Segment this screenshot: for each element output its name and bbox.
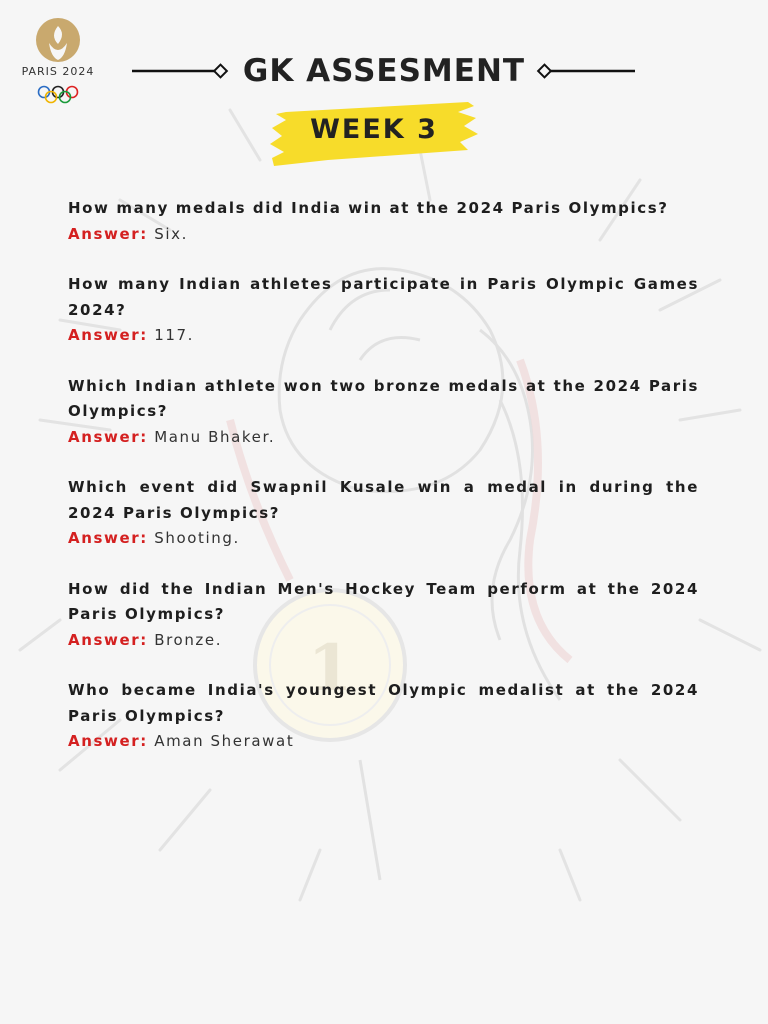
page-title: GK ASSESMENT bbox=[242, 53, 526, 89]
flame-emblem-icon bbox=[16, 16, 100, 104]
qa-item bbox=[68, 577, 699, 654]
logo-text: PARIS 2024 bbox=[21, 65, 95, 78]
question-text: Which event did Swapnil Kusale win a medal in during the 2024 Paris Olympics? bbox=[68, 478, 699, 522]
answer-text: Shooting. bbox=[154, 529, 240, 547]
answer-line bbox=[68, 628, 699, 654]
answer-label: Answer: bbox=[68, 529, 148, 547]
answer-line bbox=[68, 729, 699, 755]
answer-line bbox=[68, 323, 699, 349]
week-label: WEEK 3 bbox=[310, 114, 438, 145]
answer-text: Aman Sherawat bbox=[154, 732, 295, 750]
qa-list bbox=[68, 196, 699, 780]
answer-label: Answer: bbox=[68, 427, 148, 446]
answer-text: Manu Bhaker. bbox=[154, 427, 276, 446]
qa-item bbox=[68, 678, 699, 755]
question-text: How many Indian athletes participate in Paris Olympic Games 2024? bbox=[68, 275, 699, 319]
answer-label: Answer: bbox=[68, 224, 148, 243]
answer-line bbox=[68, 425, 699, 451]
answer-text: Bronze. bbox=[154, 630, 223, 649]
answer-text: 117. bbox=[154, 326, 195, 344]
question-text: How many medals did India win at the 2024 Paris Olympics? bbox=[68, 199, 669, 217]
qa-item bbox=[68, 196, 699, 247]
answer-text: Six. bbox=[154, 224, 188, 243]
svg-text:1: 1 bbox=[307, 631, 353, 706]
qa-item bbox=[68, 374, 699, 451]
question-text: How did the Indian Men's Hockey Team perform at the 2024 Paris Olympics? bbox=[68, 579, 699, 623]
qa-item bbox=[68, 475, 699, 552]
question-text: Which Indian athlete won two bronze medals at the 2024 Paris Olympics? bbox=[68, 376, 699, 420]
paris-2024-logo bbox=[16, 16, 100, 104]
header bbox=[130, 48, 638, 96]
answer-line bbox=[68, 526, 699, 552]
answer-line bbox=[68, 222, 699, 248]
week-badge bbox=[268, 98, 480, 168]
answer-label: Answer: bbox=[68, 326, 148, 344]
qa-item bbox=[68, 272, 699, 349]
answer-label: Answer: bbox=[68, 732, 148, 750]
answer-label: Answer: bbox=[68, 630, 148, 649]
question-text: Who became India's youngest Olympic medalist at the 2024 Paris Olympics? bbox=[68, 681, 699, 725]
